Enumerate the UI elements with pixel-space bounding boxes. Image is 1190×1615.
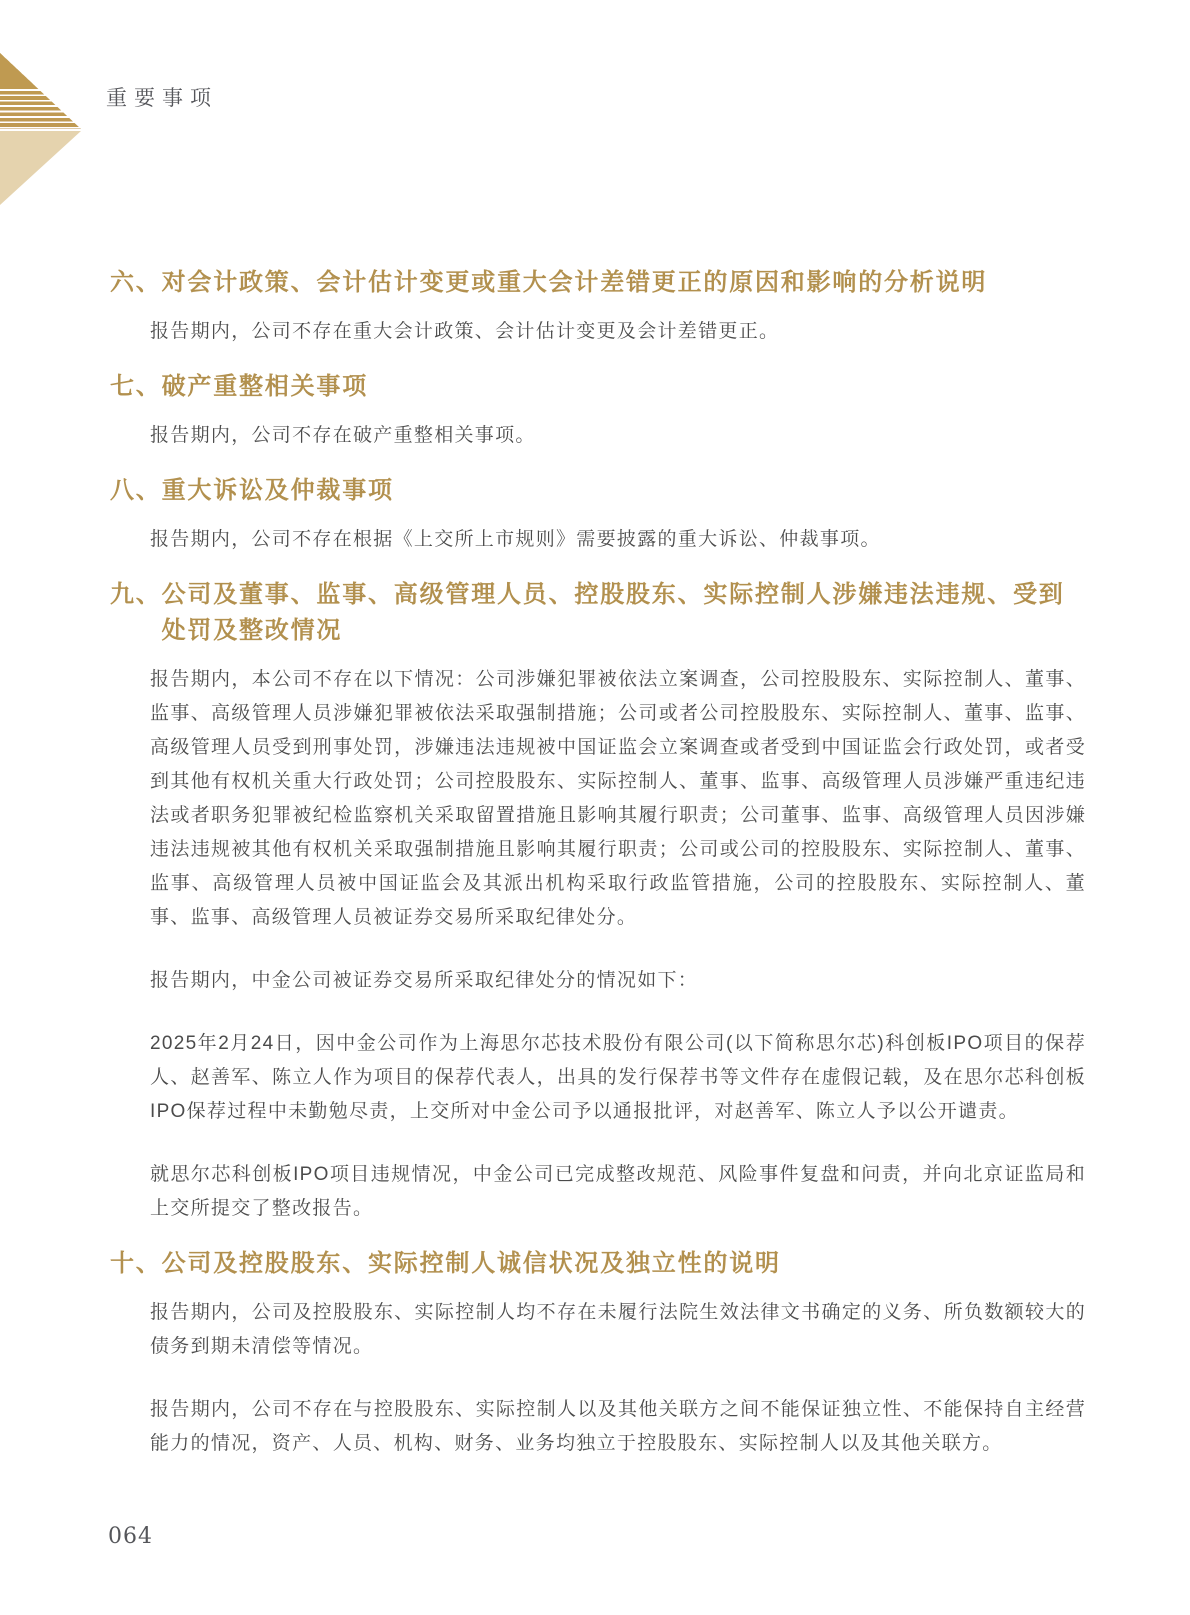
section-9-number: 九、 — [110, 581, 162, 608]
section-10-title: 公司及控股股东、实际控制人诚信状况及独立性的说明 — [161, 1250, 781, 1277]
section-6-number: 六、 — [110, 269, 162, 296]
section-10 — [110, 1246, 1086, 1461]
section-7-body — [150, 419, 1086, 453]
corner-triangle-decoration-icon — [0, 53, 81, 205]
page-content — [110, 265, 1086, 1481]
section-6-body — [150, 315, 1086, 349]
section-7 — [110, 369, 1086, 453]
section-9-body — [150, 663, 1086, 1226]
section-8-body — [150, 523, 1086, 557]
paragraph: 报告期内，公司不存在根据《上交所上市规则》需要披露的重大诉讼、仲裁事项。 — [150, 529, 881, 550]
paragraph: 报告期内，本公司不存在以下情况：公司涉嫌犯罪被依法立案调查，公司控股股东、实际控制人、董事、监事、高级管理人员涉嫌犯罪被依法采取强制措施；公司或者公司控股股东、实际控制人、董事、监事、高级管理人员受到刑事处罚，涉嫌违法违规被中国证监会立案调查或者受到中国证监会行政处罚，或者受到其他有权机关重大行政处罚；公司控股股东、实际控制人、董事、监事、高级管理人员涉嫌严重违纪违法或者职务犯罪被纪检监察机关采取留置措施且影响其履行职责；公司董事、监事、高级管理人员因涉嫌违法违规被其他有权机关采取强制措施且影响其履行职责；公司或公司的控股股东、实际控制人、董事、监事、高级管理人员被中国证监会及其派出机构采取行政监管措施，公司的控股股东、实际控制人、董事、监事、高级管理人员被证券交易所采取纪律处分。 — [150, 669, 1086, 928]
paragraph: 报告期内，公司不存在破产重整相关事项。 — [150, 425, 536, 446]
section-8-heading — [110, 473, 1086, 509]
section-8-number: 八、 — [110, 477, 162, 504]
section-9-title: 公司及董事、监事、高级管理人员、控股股东、实际控制人涉嫌违法违规、受到处罚及整改情况 — [161, 581, 1065, 644]
section-8 — [110, 473, 1086, 557]
paragraph: 就思尔芯科创板IPO项目违规情况，中金公司已完成整改规范、风险事件复盘和问责，并向北京证监局和上交所提交了整改报告。 — [150, 1164, 1086, 1219]
corner-triangle-light-half — [0, 131, 81, 205]
paragraph: 报告期内，公司不存在重大会计政策、会计估计变更及会计差错更正。 — [150, 321, 780, 342]
paragraph: 2025年2月24日，因中金公司作为上海思尔芯技术股份有限公司(以下简称思尔芯)科创板IPO项目的保荐人、赵善军、陈立人作为项目的保荐代表人，出具的发行保荐书等文件存在虚假记载，及在思尔芯科创板IPO保荐过程中未勤勉尽责，上交所对中金公司予以通报批评，对赵善军、陈立人予以公开谴责。 — [150, 1033, 1086, 1122]
section-7-heading — [110, 369, 1086, 405]
section-8-title: 重大诉讼及仲裁事项 — [161, 477, 394, 504]
section-6 — [110, 265, 1086, 349]
section-7-number: 七、 — [110, 373, 162, 400]
running-header: 重要事项 — [106, 86, 218, 110]
section-9 — [110, 577, 1086, 1226]
paragraph: 报告期内，中金公司被证券交易所采取纪律处分的情况如下： — [150, 970, 699, 991]
section-6-heading — [110, 265, 1086, 301]
section-10-number: 十、 — [110, 1250, 162, 1277]
corner-triangle-striped-half — [0, 53, 81, 129]
section-7-title: 破产重整相关事项 — [161, 373, 369, 400]
section-10-heading — [110, 1246, 1086, 1282]
paragraph: 报告期内，公司及控股股东、实际控制人均不存在未履行法院生效法律文书确定的义务、所负数额较大的债务到期未清偿等情况。 — [150, 1302, 1086, 1357]
paragraph: 报告期内，公司不存在与控股股东、实际控制人以及其他关联方之间不能保证独立性、不能保持自主经营能力的情况，资产、人员、机构、财务、业务均独立于控股股东、实际控制人以及其他关联方。 — [150, 1399, 1086, 1454]
section-10-body — [150, 1296, 1086, 1461]
page-number: 064 — [108, 1524, 153, 1549]
section-6-title: 对会计政策、会计估计变更或重大会计差错更正的原因和影响的分析说明 — [161, 269, 988, 296]
section-9-heading — [110, 577, 1086, 649]
